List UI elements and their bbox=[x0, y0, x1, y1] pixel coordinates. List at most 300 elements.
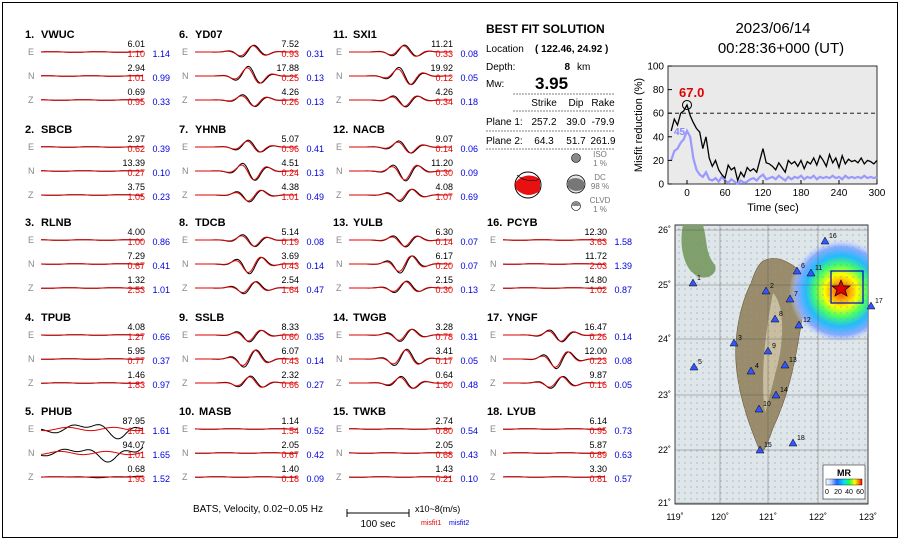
grid-dot bbox=[702, 486, 703, 487]
grid-dot bbox=[732, 366, 733, 367]
component-label: E bbox=[336, 235, 343, 245]
grid-dot bbox=[864, 456, 865, 457]
grid-dot bbox=[738, 258, 739, 259]
grid-dot bbox=[744, 300, 745, 301]
amplitude-value: 2.32 bbox=[281, 370, 299, 380]
misfit1-value: 0.81 bbox=[589, 474, 607, 484]
grid-dot bbox=[726, 480, 727, 481]
mr-legend-tick-label: 40 bbox=[845, 489, 853, 496]
grid-dot bbox=[756, 234, 757, 235]
component-label: E bbox=[182, 142, 189, 152]
grid-dot bbox=[750, 228, 751, 229]
grid-dot bbox=[678, 306, 679, 307]
grid-dot bbox=[732, 240, 733, 241]
station-name: PHUB bbox=[41, 406, 73, 418]
grid-dot bbox=[840, 450, 841, 451]
misfit2-value: 0.54 bbox=[460, 426, 478, 436]
grid-dot bbox=[780, 294, 781, 295]
grid-dot bbox=[696, 330, 697, 331]
grid-dot bbox=[678, 324, 679, 325]
grid-dot bbox=[816, 294, 817, 295]
grid-dot bbox=[726, 408, 727, 409]
grid-dot bbox=[684, 492, 685, 493]
station-panel bbox=[25, 312, 170, 390]
grid-dot bbox=[864, 402, 865, 403]
grid-dot bbox=[750, 498, 751, 499]
grid-dot bbox=[768, 252, 769, 253]
grid-dot bbox=[738, 240, 739, 241]
misfit2-value: 1.01 bbox=[152, 285, 170, 295]
grid-dot bbox=[774, 390, 775, 391]
grid-dot bbox=[696, 306, 697, 307]
grid-dot bbox=[810, 384, 811, 385]
grid-dot bbox=[738, 486, 739, 487]
grid-dot bbox=[750, 348, 751, 349]
grid-dot bbox=[822, 360, 823, 361]
grid-dot bbox=[858, 396, 859, 397]
grid-dot bbox=[840, 264, 841, 265]
grid-dot bbox=[762, 312, 763, 313]
grid-dot bbox=[738, 366, 739, 367]
grid-dot bbox=[798, 432, 799, 433]
grid-dot bbox=[762, 276, 763, 277]
misfit1-value: 1.60 bbox=[435, 380, 453, 390]
grid-dot bbox=[780, 288, 781, 289]
grid-dot bbox=[756, 444, 757, 445]
grid-dot bbox=[690, 396, 691, 397]
misfit2-value: 0.42 bbox=[306, 450, 324, 460]
grid-dot bbox=[864, 462, 865, 463]
grid-dot bbox=[858, 456, 859, 457]
event-time: 00:28:36+000 (UT) bbox=[717, 40, 845, 57]
grid-dot bbox=[762, 354, 763, 355]
grid-dot bbox=[828, 348, 829, 349]
grid-dot bbox=[720, 294, 721, 295]
grid-dot bbox=[804, 498, 805, 499]
grid-dot bbox=[852, 420, 853, 421]
amplitude-value: 12.00 bbox=[584, 346, 607, 356]
misfit2-value: 0.08 bbox=[460, 49, 478, 59]
grid-dot bbox=[798, 294, 799, 295]
grid-dot bbox=[822, 384, 823, 385]
grid-dot bbox=[744, 432, 745, 433]
grid-dot bbox=[696, 288, 697, 289]
grid-dot bbox=[804, 408, 805, 409]
component-label: N bbox=[182, 354, 189, 364]
grid-dot bbox=[804, 294, 805, 295]
grid-dot bbox=[828, 372, 829, 373]
grid-dot bbox=[750, 300, 751, 301]
map-station-label: 5 bbox=[698, 359, 702, 366]
grid-dot bbox=[816, 468, 817, 469]
grid-dot bbox=[864, 300, 865, 301]
grid-dot bbox=[690, 372, 691, 373]
misfit2-value: 0.07 bbox=[460, 261, 478, 271]
grid-dot bbox=[858, 384, 859, 385]
grid-dot bbox=[690, 420, 691, 421]
grid-dot bbox=[732, 450, 733, 451]
grid-dot bbox=[744, 456, 745, 457]
dc-label: DC bbox=[594, 173, 606, 182]
component-label: E bbox=[336, 330, 343, 340]
grid-dot bbox=[786, 480, 787, 481]
grid-dot bbox=[816, 474, 817, 475]
grid-dot bbox=[786, 492, 787, 493]
grid-dot bbox=[840, 300, 841, 301]
grid-dot bbox=[702, 450, 703, 451]
grid-dot bbox=[738, 282, 739, 283]
grid-dot bbox=[822, 252, 823, 253]
grid-dot bbox=[696, 234, 697, 235]
grid-dot bbox=[762, 228, 763, 229]
grid-dot bbox=[834, 462, 835, 463]
grid-dot bbox=[798, 312, 799, 313]
station-number: 2. bbox=[25, 124, 35, 136]
grid-dot bbox=[852, 324, 853, 325]
grid-dot bbox=[792, 348, 793, 349]
grid-dot bbox=[726, 366, 727, 367]
grid-dot bbox=[756, 240, 757, 241]
grid-dot bbox=[744, 480, 745, 481]
component-label: Z bbox=[490, 283, 496, 293]
misfit1-value: 0.78 bbox=[435, 332, 453, 342]
station-panel bbox=[25, 124, 170, 202]
grid-dot bbox=[738, 468, 739, 469]
grid-dot bbox=[702, 348, 703, 349]
grid-dot bbox=[744, 450, 745, 451]
grid-dot bbox=[678, 450, 679, 451]
misfit2-value: 0.86 bbox=[152, 237, 170, 247]
grid-dot bbox=[840, 420, 841, 421]
map-station-label: 8 bbox=[779, 311, 783, 318]
grid-dot bbox=[792, 228, 793, 229]
map-station-label: 2 bbox=[770, 283, 774, 290]
grid-dot bbox=[684, 342, 685, 343]
grid-dot bbox=[858, 234, 859, 235]
grid-dot bbox=[708, 462, 709, 463]
misfit1-value: 0.21 bbox=[435, 474, 453, 484]
grid-dot bbox=[738, 444, 739, 445]
grid-dot bbox=[714, 318, 715, 319]
grid-dot bbox=[828, 438, 829, 439]
grid-dot bbox=[834, 438, 835, 439]
grid-dot bbox=[726, 306, 727, 307]
grid-dot bbox=[858, 306, 859, 307]
amplitude-value: 7.52 bbox=[281, 39, 299, 49]
misfit1-value: 0.23 bbox=[589, 356, 607, 366]
grid-dot bbox=[804, 270, 805, 271]
grid-dot bbox=[786, 342, 787, 343]
misfit1-value: 0.43 bbox=[281, 356, 299, 366]
grid-dot bbox=[750, 486, 751, 487]
grid-dot bbox=[858, 252, 859, 253]
component-label: N bbox=[182, 448, 189, 458]
grid-dot bbox=[858, 450, 859, 451]
grid-dot bbox=[858, 420, 859, 421]
grid-dot bbox=[828, 258, 829, 259]
grid-dot bbox=[714, 480, 715, 481]
grid-dot bbox=[702, 312, 703, 313]
grid-dot bbox=[822, 390, 823, 391]
misfit2-value: 0.23 bbox=[152, 192, 170, 202]
grid-dot bbox=[846, 366, 847, 367]
grid-dot bbox=[792, 306, 793, 307]
amplitude-value: 87.95 bbox=[122, 416, 145, 426]
grid-dot bbox=[696, 342, 697, 343]
misfit1-value: 0.89 bbox=[589, 450, 607, 460]
misfit1-value: 0.30 bbox=[435, 285, 453, 295]
station-name: YD07 bbox=[195, 29, 223, 41]
grid-dot bbox=[714, 414, 715, 415]
grid-dot bbox=[696, 432, 697, 433]
grid-dot bbox=[816, 366, 817, 367]
grid-dot bbox=[822, 234, 823, 235]
amplitude-value: 19.92 bbox=[430, 63, 453, 73]
grid-dot bbox=[768, 336, 769, 337]
grid-dot bbox=[810, 312, 811, 313]
grid-dot bbox=[750, 360, 751, 361]
grid-dot bbox=[798, 348, 799, 349]
grid-dot bbox=[690, 228, 691, 229]
grid-dot bbox=[840, 318, 841, 319]
map-station-label: 13 bbox=[789, 357, 797, 364]
grid-dot bbox=[828, 402, 829, 403]
misfit2-value: 0.48 bbox=[460, 380, 478, 390]
grid-dot bbox=[762, 240, 763, 241]
grid-dot bbox=[690, 330, 691, 331]
grid-dot bbox=[840, 252, 841, 253]
map-lat-label: 24˚ bbox=[657, 334, 671, 344]
grid-dot bbox=[786, 360, 787, 361]
grid-dot bbox=[786, 444, 787, 445]
grid-dot bbox=[744, 354, 745, 355]
grid-dot bbox=[804, 234, 805, 235]
grid-dot bbox=[780, 234, 781, 235]
grid-dot bbox=[864, 426, 865, 427]
grid-dot bbox=[792, 468, 793, 469]
grid-dot bbox=[810, 474, 811, 475]
grid-dot bbox=[690, 492, 691, 493]
grid-dot bbox=[780, 306, 781, 307]
grid-dot bbox=[798, 378, 799, 379]
grid-dot bbox=[678, 258, 679, 259]
misfit1-value: 1.27 bbox=[127, 332, 145, 342]
grid-dot bbox=[690, 300, 691, 301]
grid-dot bbox=[786, 468, 787, 469]
grid-dot bbox=[732, 264, 733, 265]
component-label: E bbox=[182, 330, 189, 340]
grid-dot bbox=[702, 390, 703, 391]
grid-dot bbox=[798, 336, 799, 337]
grid-dot bbox=[798, 252, 799, 253]
grid-dot bbox=[714, 246, 715, 247]
grid-dot bbox=[852, 228, 853, 229]
grid-dot bbox=[828, 288, 829, 289]
grid-dot bbox=[696, 480, 697, 481]
grid-dot bbox=[852, 234, 853, 235]
grid-dot bbox=[690, 336, 691, 337]
misfit2-value: 0.06 bbox=[460, 144, 478, 154]
grid-dot bbox=[732, 492, 733, 493]
mr-x-axis-label: Time (sec) bbox=[747, 202, 799, 214]
grid-dot bbox=[792, 450, 793, 451]
grid-dot bbox=[804, 420, 805, 421]
grid-dot bbox=[786, 420, 787, 421]
grid-dot bbox=[780, 252, 781, 253]
grid-dot bbox=[816, 498, 817, 499]
grid-dot bbox=[768, 240, 769, 241]
mr-secondary-label: 45 bbox=[674, 126, 686, 138]
component-label: Z bbox=[336, 95, 342, 105]
station-name: NACB bbox=[353, 124, 385, 136]
grid-dot bbox=[690, 294, 691, 295]
grid-dot bbox=[798, 414, 799, 415]
grid-dot bbox=[810, 402, 811, 403]
misfit2-value: 0.63 bbox=[614, 450, 632, 460]
misfit2-value: 1.65 bbox=[152, 450, 170, 460]
grid-dot bbox=[756, 462, 757, 463]
grid-dot bbox=[864, 294, 865, 295]
grid-dot bbox=[864, 444, 865, 445]
component-label: E bbox=[182, 235, 189, 245]
misfit1-value: 3.63 bbox=[589, 237, 607, 247]
grid-dot bbox=[810, 282, 811, 283]
grid-dot bbox=[684, 228, 685, 229]
grid-dot bbox=[738, 456, 739, 457]
grid-dot bbox=[768, 372, 769, 373]
grid-dot bbox=[690, 312, 691, 313]
misfit2-value: 0.13 bbox=[306, 97, 324, 107]
grid-dot bbox=[678, 228, 679, 229]
misfit1-value: 0.62 bbox=[127, 144, 145, 154]
grid-dot bbox=[858, 300, 859, 301]
grid-dot bbox=[708, 240, 709, 241]
grid-dot bbox=[822, 378, 823, 379]
epicenter-map bbox=[658, 225, 893, 522]
grid-dot bbox=[858, 426, 859, 427]
grid-dot bbox=[756, 390, 757, 391]
grid-dot bbox=[714, 408, 715, 409]
grid-dot bbox=[732, 390, 733, 391]
station-name: PCYB bbox=[507, 217, 538, 229]
component-label: E bbox=[336, 424, 343, 434]
grid-dot bbox=[864, 360, 865, 361]
grid-dot bbox=[846, 300, 847, 301]
grid-dot bbox=[690, 276, 691, 277]
grid-dot bbox=[678, 246, 679, 247]
grid-dot bbox=[822, 318, 823, 319]
grid-dot bbox=[792, 318, 793, 319]
grid-dot bbox=[864, 342, 865, 343]
grid-dot bbox=[846, 306, 847, 307]
grid-dot bbox=[696, 486, 697, 487]
grid-dot bbox=[846, 450, 847, 451]
grid-dot bbox=[708, 348, 709, 349]
grid-dot bbox=[702, 246, 703, 247]
grid-dot bbox=[732, 474, 733, 475]
component-label: Z bbox=[28, 95, 34, 105]
grid-dot bbox=[684, 462, 685, 463]
grid-dot bbox=[834, 360, 835, 361]
component-label: N bbox=[336, 259, 343, 269]
grid-dot bbox=[780, 480, 781, 481]
component-label: E bbox=[28, 142, 35, 152]
grid-dot bbox=[756, 324, 757, 325]
grid-dot bbox=[714, 462, 715, 463]
grid-dot bbox=[726, 456, 727, 457]
grid-dot bbox=[750, 258, 751, 259]
grid-dot bbox=[846, 330, 847, 331]
grid-dot bbox=[792, 498, 793, 499]
grid-dot bbox=[792, 324, 793, 325]
grid-dot bbox=[864, 246, 865, 247]
grid-dot bbox=[750, 318, 751, 319]
grid-dot bbox=[792, 258, 793, 259]
grid-dot bbox=[690, 306, 691, 307]
grid-dot bbox=[678, 444, 679, 445]
grid-dot bbox=[762, 258, 763, 259]
grid-dot bbox=[762, 282, 763, 283]
misfit2-legend: misfit2 bbox=[449, 520, 470, 527]
grid-dot bbox=[690, 438, 691, 439]
grid-dot bbox=[792, 336, 793, 337]
grid-dot bbox=[846, 252, 847, 253]
component-label: N bbox=[28, 448, 35, 458]
grid-dot bbox=[744, 228, 745, 229]
grid-dot bbox=[780, 264, 781, 265]
grid-dot bbox=[810, 450, 811, 451]
grid-dot bbox=[702, 480, 703, 481]
grid-dot bbox=[678, 402, 679, 403]
grid-dot bbox=[810, 306, 811, 307]
grid-dot bbox=[708, 366, 709, 367]
grid-dot bbox=[720, 390, 721, 391]
grid-dot bbox=[864, 336, 865, 337]
grid-dot bbox=[714, 474, 715, 475]
grid-dot bbox=[738, 408, 739, 409]
grid-dot bbox=[840, 324, 841, 325]
grid-dot bbox=[792, 396, 793, 397]
grid-dot bbox=[822, 336, 823, 337]
grid-dot bbox=[810, 348, 811, 349]
grid-dot bbox=[684, 234, 685, 235]
component-label: N bbox=[28, 259, 35, 269]
grid-dot bbox=[720, 336, 721, 337]
grid-dot bbox=[780, 426, 781, 427]
grid-dot bbox=[822, 354, 823, 355]
grid-dot bbox=[792, 282, 793, 283]
grid-dot bbox=[720, 228, 721, 229]
grid-dot bbox=[738, 294, 739, 295]
grid-dot bbox=[720, 276, 721, 277]
grid-dot bbox=[732, 336, 733, 337]
grid-dot bbox=[702, 420, 703, 421]
grid-dot bbox=[684, 450, 685, 451]
grid-dot bbox=[774, 360, 775, 361]
station-panel bbox=[487, 217, 632, 295]
grid-dot bbox=[684, 456, 685, 457]
grid-dot bbox=[864, 384, 865, 385]
grid-dot bbox=[732, 438, 733, 439]
grid-dot bbox=[798, 474, 799, 475]
grid-dot bbox=[708, 426, 709, 427]
amplitude-value: 7.29 bbox=[127, 251, 145, 261]
grid-dot bbox=[732, 468, 733, 469]
station-name: LYUB bbox=[507, 406, 536, 418]
component-label: E bbox=[182, 47, 189, 57]
grid-dot bbox=[768, 456, 769, 457]
grid-dot bbox=[750, 456, 751, 457]
